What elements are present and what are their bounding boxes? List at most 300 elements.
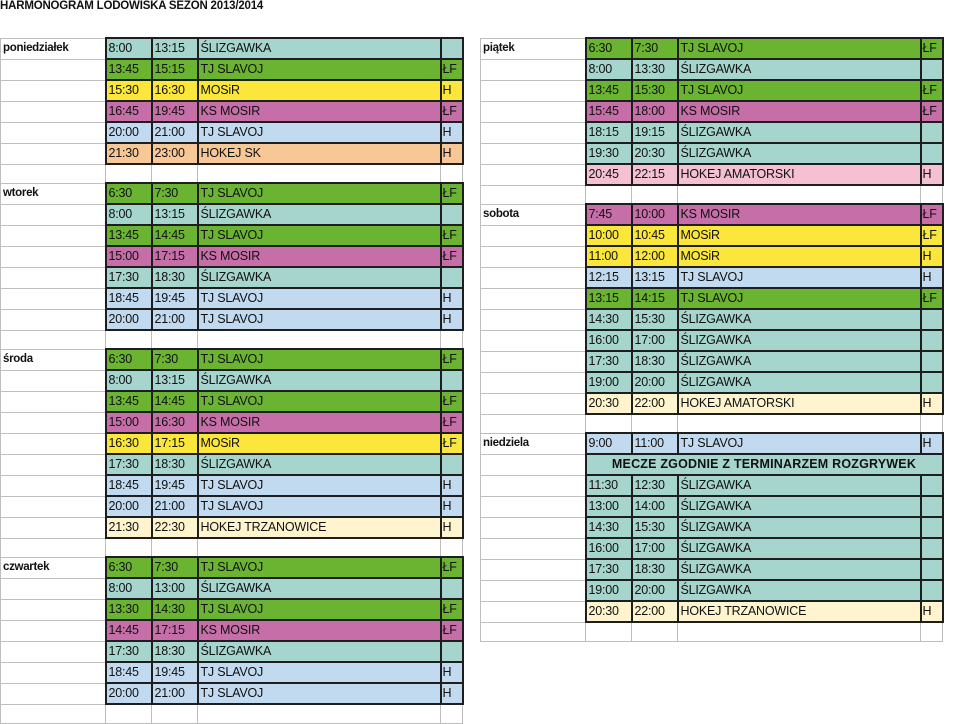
schedule-row — [481, 538, 943, 559]
end-time: 13:00 — [152, 578, 198, 599]
end-time: 20:00 — [632, 372, 678, 393]
facility-code: ŁF — [921, 204, 943, 225]
facility-code: ŁF — [441, 412, 463, 433]
facility-code: ŁF — [441, 557, 463, 578]
facility-code — [441, 370, 463, 391]
facility-code — [441, 38, 463, 59]
start-time: 18:45 — [106, 475, 152, 496]
activity-name: TJ SLAVOJ — [198, 683, 441, 704]
activity-name: KS MOSIR — [198, 412, 441, 433]
facility-code: H — [441, 662, 463, 683]
end-time: 23:00 — [152, 143, 198, 164]
end-time: 7:30 — [152, 183, 198, 204]
schedule-row — [481, 122, 943, 143]
empty-cell — [1, 370, 106, 391]
empty-cell — [481, 246, 586, 267]
activity-name: KS MOSIR — [678, 204, 921, 225]
facility-code: H — [441, 309, 463, 330]
facility-code: ŁF — [441, 101, 463, 122]
end-time: 17:15 — [152, 620, 198, 641]
activity-name: ŚLIZGAWKA — [198, 454, 441, 475]
empty-cell — [586, 622, 632, 641]
empty-cell — [198, 538, 441, 557]
end-time: 14:15 — [632, 288, 678, 309]
empty-cell — [1, 454, 106, 475]
schedule-row — [1, 38, 463, 59]
activity-name: ŚLIZGAWKA — [678, 517, 921, 538]
start-time: 14:30 — [586, 517, 632, 538]
day-label: sobota — [481, 204, 586, 225]
activity-name: TJ SLAVOJ — [198, 309, 441, 330]
empty-cell — [481, 622, 586, 641]
empty-cell — [1, 517, 106, 538]
end-time: 18:30 — [632, 351, 678, 372]
facility-code: ŁF — [441, 246, 463, 267]
end-time: 13:30 — [632, 59, 678, 80]
end-time: 21:00 — [152, 309, 198, 330]
schedule-row — [1, 412, 463, 433]
schedule-row — [1, 433, 463, 454]
empty-cell — [678, 185, 921, 204]
empty-cell — [632, 185, 678, 204]
empty-cell — [481, 330, 586, 351]
facility-code: H — [921, 246, 943, 267]
facility-code — [921, 538, 943, 559]
end-time: 15:30 — [632, 80, 678, 101]
day-label: środa — [1, 349, 106, 370]
start-time: 17:30 — [106, 454, 152, 475]
schedule-row — [481, 475, 943, 496]
facility-code — [921, 351, 943, 372]
activity-name: TJ SLAVOJ — [678, 267, 921, 288]
schedule-row — [1, 578, 463, 599]
empty-cell — [106, 538, 152, 557]
schedule-row — [481, 246, 943, 267]
facility-code: H — [441, 517, 463, 538]
start-time: 9:00 — [586, 433, 632, 454]
empty-cell — [481, 225, 586, 246]
day-label: wtorek — [1, 183, 106, 204]
activity-name: TJ SLAVOJ — [198, 183, 441, 204]
facility-code — [921, 517, 943, 538]
start-time: 20:00 — [106, 683, 152, 704]
schedule-row — [1, 204, 463, 225]
facility-code — [921, 372, 943, 393]
start-time: 8:00 — [106, 578, 152, 599]
start-time: 13:45 — [106, 59, 152, 80]
start-time: 11:00 — [586, 246, 632, 267]
activity-name: KS MOSIR — [678, 101, 921, 122]
empty-cell — [152, 330, 198, 349]
empty-cell — [1, 101, 106, 122]
activity-name: ŚLIZGAWKA — [198, 38, 441, 59]
start-time: 21:30 — [106, 517, 152, 538]
activity-name: ŚLIZGAWKA — [678, 538, 921, 559]
schedule-row — [1, 391, 463, 412]
start-time: 19:00 — [586, 372, 632, 393]
start-time: 10:00 — [586, 225, 632, 246]
schedule-row — [1, 225, 463, 246]
facility-code — [921, 330, 943, 351]
start-time: 8:00 — [586, 59, 632, 80]
activity-name: ŚLIZGAWKA — [678, 309, 921, 330]
empty-cell — [1, 475, 106, 496]
activity-name: TJ SLAVOJ — [198, 496, 441, 517]
schedule-row — [481, 204, 943, 225]
schedule-row — [1, 349, 463, 370]
activity-name: ŚLIZGAWKA — [678, 372, 921, 393]
day-spacer — [481, 622, 943, 641]
start-time: 17:30 — [586, 351, 632, 372]
start-time: 13:15 — [586, 288, 632, 309]
empty-cell — [1, 80, 106, 101]
empty-cell — [441, 330, 463, 349]
activity-name: TJ SLAVOJ — [678, 38, 921, 59]
start-time: 16:00 — [586, 330, 632, 351]
schedule-row — [481, 164, 943, 185]
activity-name: MOSiR — [198, 433, 441, 454]
facility-code: H — [921, 601, 943, 622]
end-time: 15:15 — [152, 59, 198, 80]
schedule-row — [481, 496, 943, 517]
empty-cell — [481, 496, 586, 517]
activity-name: HOKEJ TRZANOWICE — [678, 601, 921, 622]
schedule-row — [481, 393, 943, 414]
start-time: 13:45 — [586, 80, 632, 101]
schedule-row — [481, 309, 943, 330]
day-spacer — [481, 185, 943, 204]
empty-cell — [152, 704, 198, 723]
start-time: 15:30 — [106, 80, 152, 101]
schedule-note: MECZE ZGODNIE Z TERMINARZEM ROZGRYWEK — [586, 454, 943, 475]
day-label: piątek — [481, 38, 586, 59]
empty-cell — [1, 578, 106, 599]
end-time: 14:30 — [152, 599, 198, 620]
facility-code: H — [441, 288, 463, 309]
empty-cell — [1, 391, 106, 412]
end-time: 20:00 — [632, 580, 678, 601]
facility-code — [441, 204, 463, 225]
start-time: 18:45 — [106, 662, 152, 683]
schedule-row — [481, 433, 943, 454]
end-time: 15:30 — [632, 309, 678, 330]
empty-cell — [1, 143, 106, 164]
end-time: 19:45 — [152, 101, 198, 122]
empty-cell — [1, 59, 106, 80]
empty-cell — [481, 267, 586, 288]
facility-code — [441, 641, 463, 662]
facility-code: H — [441, 683, 463, 704]
activity-name: HOKEJ TRZANOWICE — [198, 517, 441, 538]
end-time: 17:15 — [152, 246, 198, 267]
start-time: 16:45 — [106, 101, 152, 122]
activity-name: KS MOSIR — [198, 101, 441, 122]
start-time: 14:30 — [586, 309, 632, 330]
end-time: 19:45 — [152, 475, 198, 496]
schedule-row — [1, 557, 463, 578]
facility-code: ŁF — [921, 80, 943, 101]
start-time: 13:00 — [586, 496, 632, 517]
end-time: 21:00 — [152, 683, 198, 704]
activity-name: ŚLIZGAWKA — [198, 204, 441, 225]
activity-name: MOSiR — [678, 246, 921, 267]
empty-cell — [1, 641, 106, 662]
empty-cell — [106, 330, 152, 349]
schedule-row — [481, 267, 943, 288]
schedule-row — [1, 620, 463, 641]
empty-cell — [1, 225, 106, 246]
schedule-row — [1, 288, 463, 309]
activity-name: TJ SLAVOJ — [678, 80, 921, 101]
end-time: 14:45 — [152, 391, 198, 412]
empty-cell — [1, 246, 106, 267]
start-time: 19:30 — [586, 143, 632, 164]
start-time: 18:45 — [106, 288, 152, 309]
end-time: 13:15 — [632, 267, 678, 288]
activity-name: TJ SLAVOJ — [678, 288, 921, 309]
end-time: 20:30 — [632, 143, 678, 164]
empty-cell — [1, 122, 106, 143]
schedule-row — [1, 475, 463, 496]
schedule-row — [481, 601, 943, 622]
schedule-row — [1, 101, 463, 122]
day-label: czwartek — [1, 557, 106, 578]
facility-code: ŁF — [441, 433, 463, 454]
activity-name: ŚLIZGAWKA — [678, 330, 921, 351]
activity-name: ŚLIZGAWKA — [198, 370, 441, 391]
empty-cell — [921, 622, 943, 641]
empty-cell — [106, 704, 152, 723]
end-time: 19:45 — [152, 662, 198, 683]
end-time: 10:45 — [632, 225, 678, 246]
end-time: 12:00 — [632, 246, 678, 267]
empty-cell — [481, 580, 586, 601]
facility-code: ŁF — [921, 225, 943, 246]
empty-cell — [481, 372, 586, 393]
empty-cell — [481, 143, 586, 164]
start-time: 20:30 — [586, 393, 632, 414]
end-time: 18:30 — [632, 559, 678, 580]
schedule-row — [481, 59, 943, 80]
schedule-row — [1, 662, 463, 683]
empty-cell — [1, 267, 106, 288]
facility-code: ŁF — [441, 599, 463, 620]
start-time: 15:00 — [106, 246, 152, 267]
start-time: 17:30 — [106, 641, 152, 662]
start-time: 12:15 — [586, 267, 632, 288]
empty-cell — [481, 414, 586, 433]
schedule-row — [1, 143, 463, 164]
start-time: 8:00 — [106, 370, 152, 391]
empty-cell — [1, 330, 106, 349]
day-spacer — [1, 704, 463, 723]
schedule-row — [481, 559, 943, 580]
schedule-row — [1, 246, 463, 267]
empty-cell — [481, 475, 586, 496]
empty-cell — [441, 538, 463, 557]
end-time: 13:15 — [152, 38, 198, 59]
empty-cell — [678, 622, 921, 641]
end-time: 12:30 — [632, 475, 678, 496]
activity-name: HOKEJ AMATORSKI — [678, 393, 921, 414]
empty-cell — [632, 622, 678, 641]
schedule-row — [481, 330, 943, 351]
facility-code — [441, 454, 463, 475]
empty-cell — [481, 101, 586, 122]
start-time: 13:45 — [106, 391, 152, 412]
empty-cell — [481, 517, 586, 538]
empty-cell — [481, 351, 586, 372]
facility-code: ŁF — [441, 391, 463, 412]
activity-name: HOKEJ SK — [198, 143, 441, 164]
schedule-row — [1, 517, 463, 538]
start-time: 13:30 — [106, 599, 152, 620]
end-time: 13:15 — [152, 370, 198, 391]
empty-cell — [198, 330, 441, 349]
end-time: 22:30 — [152, 517, 198, 538]
empty-cell — [1, 662, 106, 683]
activity-name: TJ SLAVOJ — [198, 391, 441, 412]
activity-name: TJ SLAVOJ — [198, 225, 441, 246]
empty-cell — [921, 414, 943, 433]
schedule-row — [1, 183, 463, 204]
schedule-column — [0, 37, 464, 724]
end-time: 21:00 — [152, 122, 198, 143]
schedule-row — [481, 225, 943, 246]
day-spacer — [1, 538, 463, 557]
start-time: 21:30 — [106, 143, 152, 164]
facility-code: H — [441, 496, 463, 517]
empty-cell — [481, 601, 586, 622]
empty-cell — [481, 288, 586, 309]
start-time: 6:30 — [586, 38, 632, 59]
facility-code — [921, 143, 943, 164]
end-time: 18:30 — [152, 454, 198, 475]
start-time: 20:30 — [586, 601, 632, 622]
start-time: 20:00 — [106, 122, 152, 143]
empty-cell — [152, 538, 198, 557]
end-time: 15:30 — [632, 517, 678, 538]
facility-code: ŁF — [441, 59, 463, 80]
activity-name: ŚLIZGAWKA — [678, 143, 921, 164]
facility-code — [921, 580, 943, 601]
start-time: 16:00 — [586, 538, 632, 559]
facility-code: ŁF — [441, 620, 463, 641]
empty-cell — [1, 204, 106, 225]
schedule-row — [481, 517, 943, 538]
schedule-row — [1, 80, 463, 101]
end-time: 19:15 — [632, 122, 678, 143]
empty-cell — [1, 620, 106, 641]
schedule-row — [481, 288, 943, 309]
facility-code: ŁF — [921, 38, 943, 59]
activity-name: TJ SLAVOJ — [198, 59, 441, 80]
empty-cell — [586, 185, 632, 204]
end-time: 16:30 — [152, 412, 198, 433]
activity-name: TJ SLAVOJ — [198, 557, 441, 578]
schedule-row — [1, 309, 463, 330]
schedule-row — [1, 496, 463, 517]
activity-name: TJ SLAVOJ — [678, 433, 921, 454]
activity-name: TJ SLAVOJ — [198, 662, 441, 683]
activity-name: ŚLIZGAWKA — [678, 122, 921, 143]
end-time: 17:00 — [632, 330, 678, 351]
empty-cell — [481, 454, 586, 475]
end-time: 22:00 — [632, 393, 678, 414]
schedule-row — [1, 370, 463, 391]
activity-name: TJ SLAVOJ — [198, 288, 441, 309]
facility-code — [921, 475, 943, 496]
empty-cell — [586, 414, 632, 433]
schedule-row — [481, 372, 943, 393]
empty-cell — [1, 496, 106, 517]
start-time: 13:45 — [106, 225, 152, 246]
start-time: 6:30 — [106, 349, 152, 370]
empty-cell — [1, 412, 106, 433]
end-time: 14:00 — [632, 496, 678, 517]
activity-name: TJ SLAVOJ — [198, 349, 441, 370]
start-time: 17:30 — [586, 559, 632, 580]
facility-code: H — [441, 143, 463, 164]
empty-cell — [1, 433, 106, 454]
facility-code: ŁF — [441, 225, 463, 246]
activity-name: MOSiR — [678, 225, 921, 246]
activity-name: HOKEJ AMATORSKI — [678, 164, 921, 185]
facility-code — [921, 122, 943, 143]
activity-name: TJ SLAVOJ — [198, 599, 441, 620]
start-time: 7:45 — [586, 204, 632, 225]
empty-cell — [921, 185, 943, 204]
facility-code: H — [921, 164, 943, 185]
end-time: 18:00 — [632, 101, 678, 122]
empty-cell — [481, 185, 586, 204]
end-time: 18:30 — [152, 641, 198, 662]
facility-code: ŁF — [921, 288, 943, 309]
schedule-row — [1, 454, 463, 475]
schedule-row — [1, 59, 463, 80]
facility-code: H — [921, 433, 943, 454]
end-time: 7:30 — [632, 38, 678, 59]
facility-code: H — [441, 80, 463, 101]
schedule-row — [481, 454, 943, 475]
start-time: 19:00 — [586, 580, 632, 601]
day-spacer — [1, 330, 463, 349]
end-time: 16:30 — [152, 80, 198, 101]
schedule-row — [481, 101, 943, 122]
end-time: 13:15 — [152, 204, 198, 225]
schedule-row — [481, 580, 943, 601]
start-time: 20:00 — [106, 309, 152, 330]
facility-code — [921, 496, 943, 517]
schedule-row — [1, 267, 463, 288]
start-time: 20:00 — [106, 496, 152, 517]
facility-code — [921, 559, 943, 580]
start-time: 8:00 — [106, 204, 152, 225]
empty-cell — [1, 309, 106, 330]
day-spacer — [1, 164, 463, 183]
empty-cell — [1, 538, 106, 557]
day-label: niedziela — [481, 433, 586, 454]
empty-cell — [1, 599, 106, 620]
start-time: 17:30 — [106, 267, 152, 288]
empty-cell — [481, 309, 586, 330]
empty-cell — [481, 59, 586, 80]
facility-code: ŁF — [921, 101, 943, 122]
facility-code: ŁF — [441, 183, 463, 204]
schedule-row — [1, 683, 463, 704]
empty-cell — [198, 704, 441, 723]
schedule-column — [480, 37, 944, 642]
